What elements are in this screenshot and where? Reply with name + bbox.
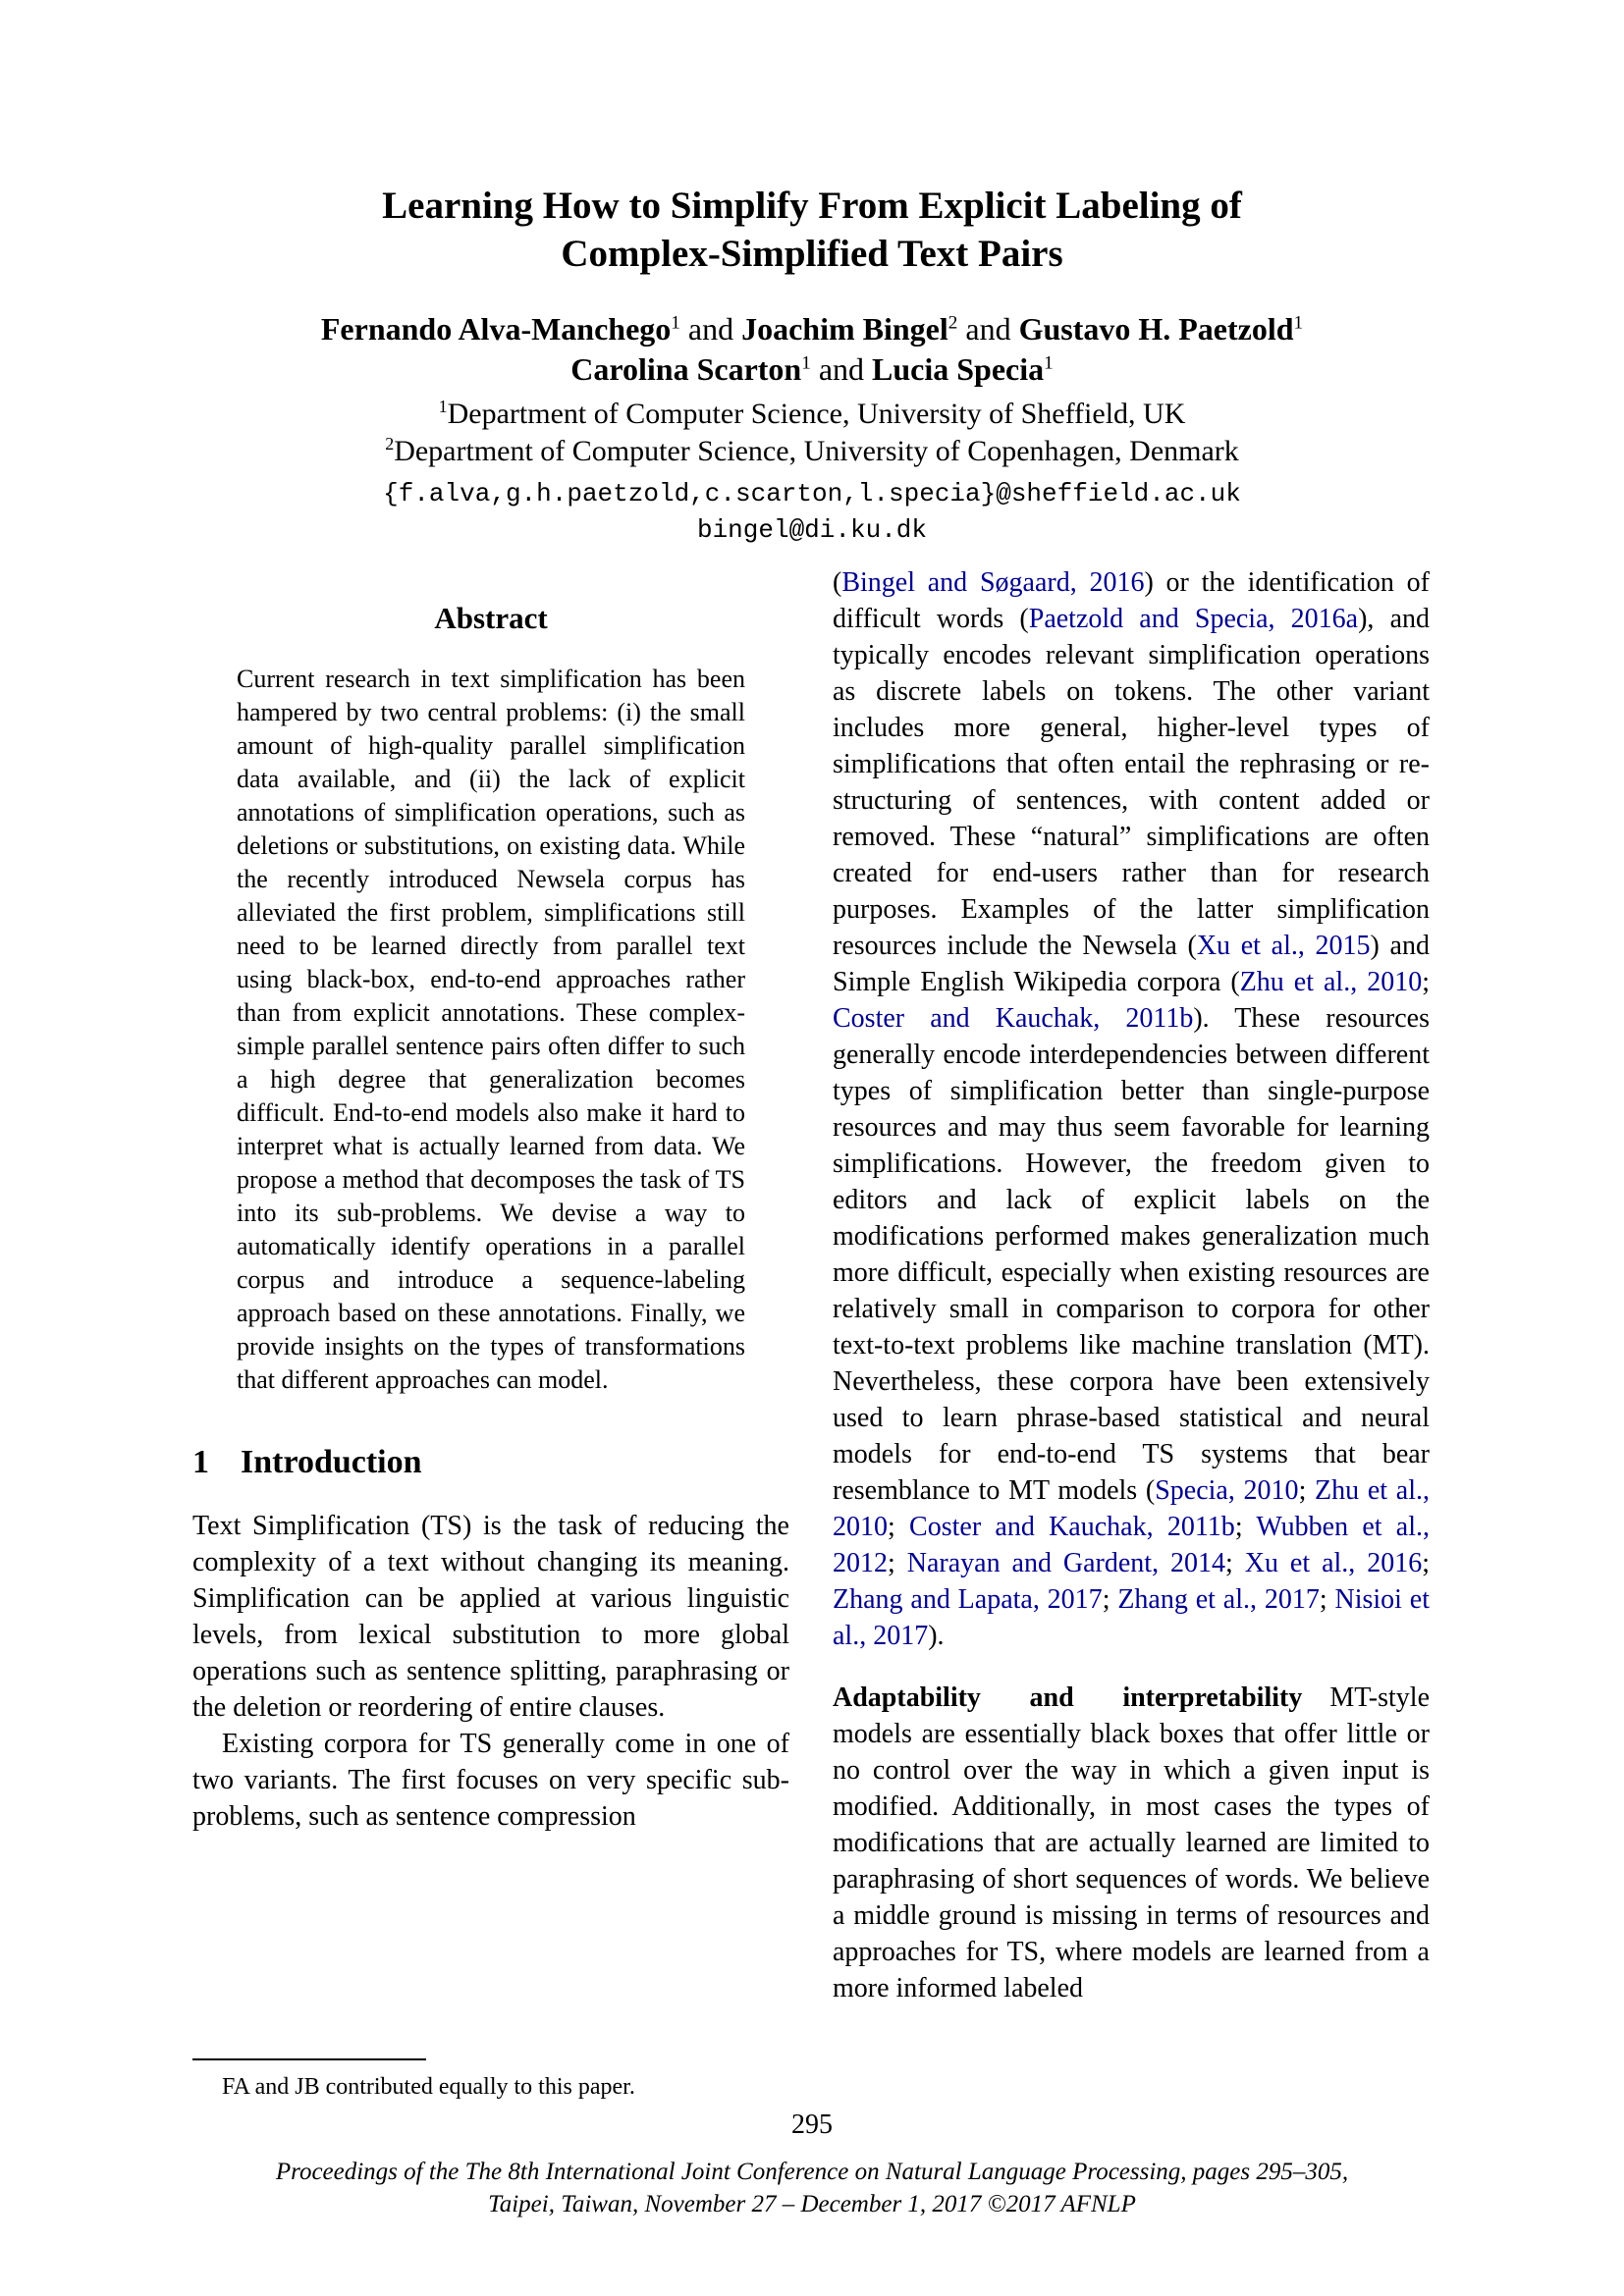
- abstract-heading: Abstract: [434, 601, 548, 635]
- citation-link[interactable]: Specia, 2010: [1155, 1475, 1299, 1506]
- citation-link[interactable]: Zhu et al., 2010: [1239, 967, 1423, 997]
- paper-header: [0, 182, 1624, 549]
- authors-line-1: Fernando Alva-Manchego$^1$ and Joachim Bingel$^2$ and Gustavo H. Paetzold$^1$: [320, 311, 1304, 347]
- citation-link[interactable]: Nisioi et al., 2017: [833, 1584, 1431, 1651]
- footer-line-2: Taipei, Taiwan, November 27 – December 1, 2017 ©2017 AFNLP: [488, 2191, 1136, 2217]
- intro-paragraph-2: Existing corpora for TS generally come in one of two variants. The first focuses on very specific sub-problems, such as sentence compression: [192, 1729, 789, 1832]
- abstract-section: [192, 600, 789, 1397]
- authors-line-2: Carolina Scarton$^1$ and Lucia Specia$^1$: [570, 351, 1054, 387]
- paper-title-line-2: Complex-Simplified Text Pairs: [561, 233, 1063, 275]
- left-column: [192, 564, 789, 2106]
- footnote-rule: [192, 2058, 426, 2060]
- section-number: 1: [192, 1444, 209, 1480]
- citation-link[interactable]: Xu et al., 2015: [1196, 931, 1371, 961]
- citation-link[interactable]: Narayan and Gardent, 2014: [906, 1548, 1226, 1578]
- emails-block: [0, 476, 1624, 549]
- affiliation-copenhagen: $^2$Department of Computer Science, University of Copenhagen, Denmark: [385, 434, 1239, 467]
- intro-paragraph-1: Text Simplification (TS) is the task of reducing the complexity of a text without changing its meaning. Simplification can be applied at various linguistic levels, from lexical substitution to more global operations such as sentence splitting, paraphrasing or the deletion or reordering of entire clauses.: [192, 1511, 789, 1723]
- proceedings-footer: [0, 2156, 1624, 2220]
- citation-link[interactable]: Zhang et al., 2017: [1117, 1584, 1320, 1615]
- abstract-text: Current research in text simplification has been hampered by two central problems: (i) the small amount of high-quality parallel simplification data available, and (ii) the lack of explicit annotations of simplification operations, such as deletions or substitutions, on existing data. While the recently introduced Newsela corpus has alleviated the first problem, simplifications still need to be learned directly from parallel text using black-box, end-to-end approaches rather than from explicit annotations. These complex-simple parallel sentence pairs often differ to such a high degree that generalization becomes difficult. End-to-end models also make it hard to interpret what is actually learned from data. We propose a method that decomposes the task of TS into its sub-problems. We devise a way to automatically identify operations in a parallel corpus and introduce a sequence-labeling approach based on these annotations. Finally, we provide insights on the types of transformations that different approaches can model.: [237, 665, 745, 1394]
- citation-link[interactable]: Bingel and Søgaard, 2016: [841, 567, 1145, 598]
- adaptability-paragraph: Adaptability and interpretability MT-style models are essentially black boxes that offer little or no control over the way in which a given input is modified. Additionally, in most cases the types of modifications that are actually learned are limited to paraphrasing of short sequences of words. We believe a middle ground is missing in terms of resources and approaches for TS, where models are learned from a more informed labeled: [833, 1682, 1430, 2003]
- section-title: Introduction: [241, 1444, 422, 1480]
- authors-block: [0, 309, 1624, 390]
- email-sheffield: {f.alva,g.h.paetzold,c.scarton,l.specia}@sheffield.ac.uk: [383, 479, 1241, 508]
- citation-link[interactable]: Xu et al., 2016: [1244, 1548, 1423, 1578]
- email-copenhagen: bingel@di.ku.dk: [696, 515, 928, 545]
- section-heading-introduction: [192, 1442, 789, 1482]
- affiliations-block: [0, 396, 1624, 470]
- footnote: [192, 2058, 789, 2102]
- right-paragraph-1: (Bingel and Søgaard, 2016) or the identification of difficult words (Paetzold and Specia, 2016a), and typically encodes relevant simplification operations as discrete labels on tokens. The other variant includes more general, higher-level types of simplifications that often entail the rephrasing or re-structuring of sentences, with content added or removed. These “natural” simplifications are often created for end-users rather than for research purposes. Examples of the latter simplification resources include the Newsela (Xu et al., 2015) and Simple English Wikipedia corpora (Zhu et al., 2010; Coster and Kauchak, 2011b). These resources generally encode interdependencies between different types of simplification better than single-purpose resources and may thus seem favorable for learning simplifications. However, the freedom given to editors and lack of explicit labels on the modifications performed makes generalization much more difficult, especially when existing resources are relatively small in comparison to corpora for other text-to-text problems like machine translation (MT). Nevertheless, these corpora have been extensively used to learn phrase-based statistical and neural models for end-to-end TS systems that bear resemblance to MT models (Specia, 2010; Zhu et al., 2010; Coster and Kauchak, 2011b; Wubben et al., 2012; Narayan and Gardent, 2014; Xu et al., 2016; Zhang and Lapata, 2017; Zhang et al., 2017; Nisioi et al., 2017).: [833, 567, 1431, 1651]
- right-column: [833, 564, 1430, 2006]
- affiliation-sheffield: $^1$Department of Computer Science, University of Sheffield, UK: [438, 397, 1186, 430]
- page-number: 295: [791, 2109, 833, 2140]
- citation-link[interactable]: Coster and Kauchak, 2011b: [833, 1003, 1194, 1034]
- footnote-text: FA and JB contributed equally to this paper.: [222, 2074, 635, 2100]
- citation-link[interactable]: Paetzold and Specia, 2016a: [1028, 604, 1359, 634]
- footer-line-1: Proceedings of the The 8th International Joint Conference on Natural Language Processing, pages 295–305,: [275, 2159, 1349, 2185]
- citation-link[interactable]: Zhu et al., 2010: [833, 1475, 1430, 1542]
- citation-link[interactable]: Wubben et al., 2012: [833, 1512, 1431, 1578]
- citation-link[interactable]: Coster and Kauchak, 2011b: [909, 1512, 1235, 1542]
- paper-title-line-1: Learning How to Simplify From Explicit Labeling of: [382, 185, 1242, 227]
- citation-link[interactable]: Zhang and Lapata, 2017: [833, 1584, 1103, 1615]
- paper-title: [0, 182, 1624, 278]
